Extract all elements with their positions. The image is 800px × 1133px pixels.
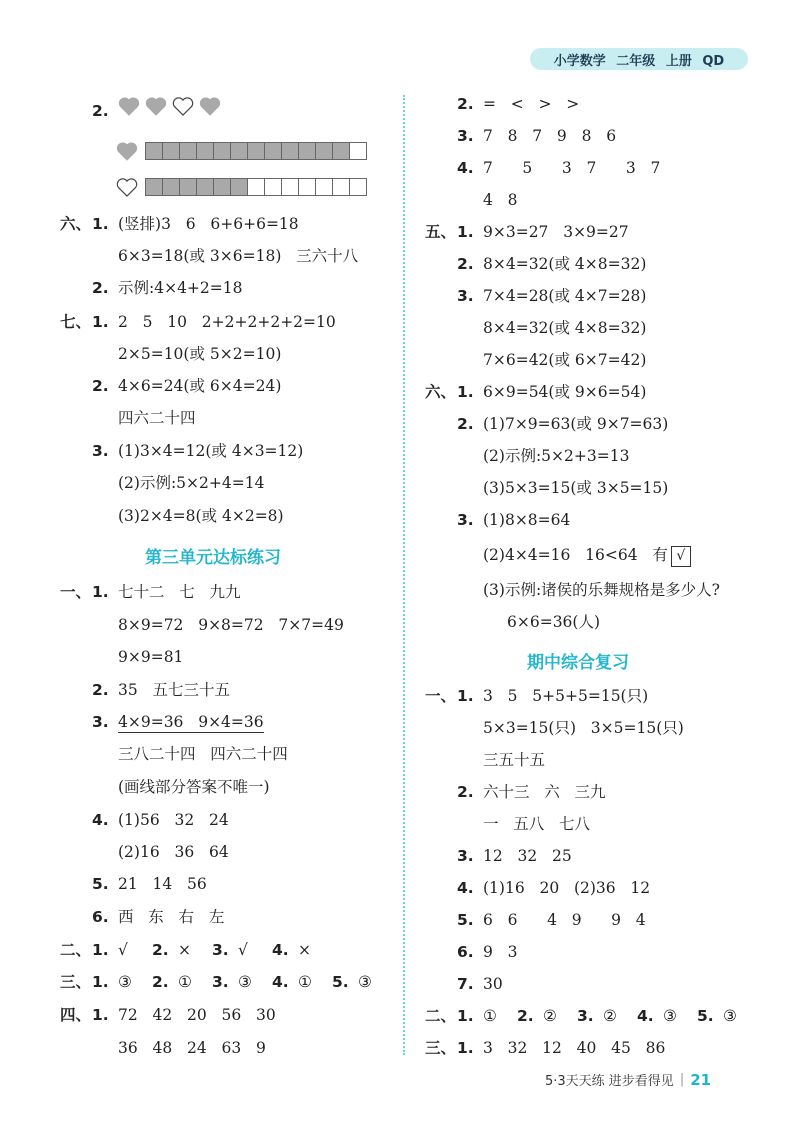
right-item-4: 4. 7 5 3 7 3 7: [457, 159, 661, 177]
heart-outline-icon: [116, 177, 138, 197]
left-u1-5: 5. 21 14 56: [92, 875, 207, 893]
left-u1-1c: 9×9=81: [118, 648, 184, 666]
left-u4-1: 四、 1. 72 42 20 56 30: [60, 1006, 276, 1024]
bar-cell-filled: [145, 178, 163, 196]
left-u1-1b: 8×9=72 9×8=72 7×7=49: [118, 616, 344, 634]
left-s6-2: 2. 示例:4×4+2=18: [92, 279, 243, 297]
left-u1-6: 6. 西 东 右 左: [92, 908, 225, 926]
right-m3-1: 三、 1. 3 32 12 40 45 86: [425, 1039, 666, 1057]
left-s7-1b: 2×5=10(或 5×2=10): [118, 345, 282, 363]
right-s6-2c: (3)5×3=15(或 3×5=15): [483, 479, 669, 497]
bar-cell-empty: [332, 178, 350, 196]
left-u1-4b: (2)16 36 64: [118, 843, 229, 861]
left-u4-1b: 36 48 24 63 9: [118, 1039, 266, 1057]
right-m1-5: 5. 6 6 4 9 9 4: [457, 911, 646, 929]
left-s7-2: 2. 4×6=24(或 6×4=24): [92, 377, 282, 395]
right-m1-1: 一、 1. 3 5 5+5+5=15(只): [425, 687, 649, 705]
right-m1-4: 4. (1)16 20 (2)36 12: [457, 879, 651, 897]
left-u3: 三、 1. ③ 2. ① 3. ③ 4. ① 5. ③: [60, 973, 372, 991]
bar-cell-filled: [281, 142, 299, 160]
bar-cell-filled: [298, 142, 316, 160]
bar-cell-empty: [247, 178, 265, 196]
right-s5-3c: 7×6=42(或 6×7=42): [483, 351, 647, 369]
bar-cell-filled: [230, 142, 248, 160]
bar-cell-filled: [179, 178, 197, 196]
bar-cell-filled: [196, 178, 214, 196]
footer-separator: |: [679, 1072, 685, 1087]
bar-cell-empty: [264, 178, 282, 196]
right-m2: 二、 1. ① 2. ② 3. ② 4. ③ 5. ③: [425, 1007, 737, 1025]
left-s7-3b: (2)示例:5×2+4=14: [118, 474, 265, 492]
left-s6-1: 六、 1. (竖排)3 6 6+6+6=18: [60, 215, 299, 233]
left-u1-2: 2. 35 五七三十五: [92, 681, 231, 699]
left-u1-3c: (画线部分答案不唯一): [118, 778, 270, 796]
right-s5-3: 3. 7×4=28(或 4×7=28): [457, 287, 647, 305]
bar-cell-filled: [315, 142, 333, 160]
left-s7-3c: (3)2×4=8(或 4×2=8): [118, 507, 284, 525]
bar-cell-empty: [298, 178, 316, 196]
left-item-2: 2.: [92, 96, 226, 121]
bar-cell-empty: [281, 178, 299, 196]
bar-cell-empty: [349, 178, 367, 196]
heart-filled-icon: [199, 96, 221, 116]
right-s6-3: 3. (1)8×8=64: [457, 511, 571, 529]
footer: [545, 1070, 711, 1089]
bar-cell-filled: [162, 142, 180, 160]
right-m1-2b: 一 五八 七八: [483, 815, 591, 833]
right-s6-3b: (2)4×4=16 16<64 有 √: [483, 545, 691, 567]
midterm-title: 期中综合复习: [527, 653, 629, 673]
heart-filled-icon: [116, 141, 138, 161]
hearts-row: [118, 96, 226, 116]
right-m1-7: 7. 30: [457, 975, 503, 993]
heart-outline-icon: [172, 96, 194, 116]
bar-cell-filled: [332, 142, 350, 160]
bar-cells-1: [145, 142, 366, 160]
right-item-3: 3. 7 8 7 9 8 6: [457, 127, 617, 145]
right-m1-6: 6. 9 3: [457, 943, 518, 961]
right-m1-2: 2. 六十三 六 三九: [457, 783, 606, 801]
right-s6-3c: (3)示例:诸侯的乐舞规格是多少人?: [483, 581, 720, 599]
left-s7-1: 七、 1. 2 5 10 2+2+2+2+2=10: [60, 313, 336, 331]
left-s6-1b: 6×3=18(或 3×6=18) 三六十八: [118, 247, 359, 265]
bar-row-filled: [116, 141, 366, 161]
heart-filled-icon: [118, 96, 140, 116]
unit-title: 第三单元达标练习: [145, 548, 281, 568]
bar-cell-filled: [179, 142, 197, 160]
bar-cell-filled: [213, 178, 231, 196]
bar-cell-filled: [264, 142, 282, 160]
left-s7-3: 3. (1)3×4=12(或 4×3=12): [92, 442, 304, 460]
header-badge: 小学数学 二年级 上册 QD: [530, 48, 748, 70]
left-u1-1: 一、 1. 七十二 七 九九: [60, 583, 241, 601]
right-item-2: 2. = < > >: [457, 95, 580, 113]
right-s5-1: 五、 1. 9×3=27 3×9=27: [425, 223, 629, 241]
right-m1-3: 3. 12 32 25: [457, 847, 572, 865]
right-m1-1b: 5×3=15(只) 3×5=15(只): [483, 719, 684, 737]
bar-cell-filled: [196, 142, 214, 160]
right-s6-2b: (2)示例:5×2+3=13: [483, 447, 630, 465]
bar-cell-filled: [247, 142, 265, 160]
column-divider: [403, 95, 405, 1055]
footer-brand: 5·3天天练 进步看得见: [545, 1074, 674, 1089]
left-u1-3b: 三八二十四 四六二十四: [118, 745, 288, 763]
left-u1-3: 3. 4×9=36 9×4=36: [92, 713, 264, 731]
left-u1-4: 4. (1)56 32 24: [92, 811, 229, 829]
heart-filled-icon: [145, 96, 167, 116]
bar-cell-empty: [315, 178, 333, 196]
right-item-4b: 4 8: [483, 191, 518, 209]
bar-cell-filled: [213, 142, 231, 160]
bar-cell-empty: [349, 142, 367, 160]
right-s5-3b: 8×4=32(或 4×8=32): [483, 319, 647, 337]
bar-cell-filled: [162, 178, 180, 196]
bar-cells-2: [145, 178, 366, 196]
right-s6-3d: 6×6=36(人): [507, 613, 601, 631]
left-u2: 二、 1. √ 2. × 3. √ 4. ×: [60, 941, 311, 959]
right-s5-2: 2. 8×4=32(或 4×8=32): [457, 255, 647, 273]
bar-cell-filled: [230, 178, 248, 196]
bar-cell-filled: [145, 142, 163, 160]
right-s6-1: 六、 1. 6×9=54(或 9×6=54): [425, 383, 647, 401]
page-number: 21: [690, 1070, 712, 1089]
bar-row-outline: [116, 177, 366, 197]
check-box: √: [671, 546, 691, 567]
left-s7-2b: 四六二十四: [118, 409, 196, 427]
right-s6-2: 2. (1)7×9=63(或 9×7=63): [457, 415, 669, 433]
right-m1-1c: 三五十五: [483, 751, 546, 769]
